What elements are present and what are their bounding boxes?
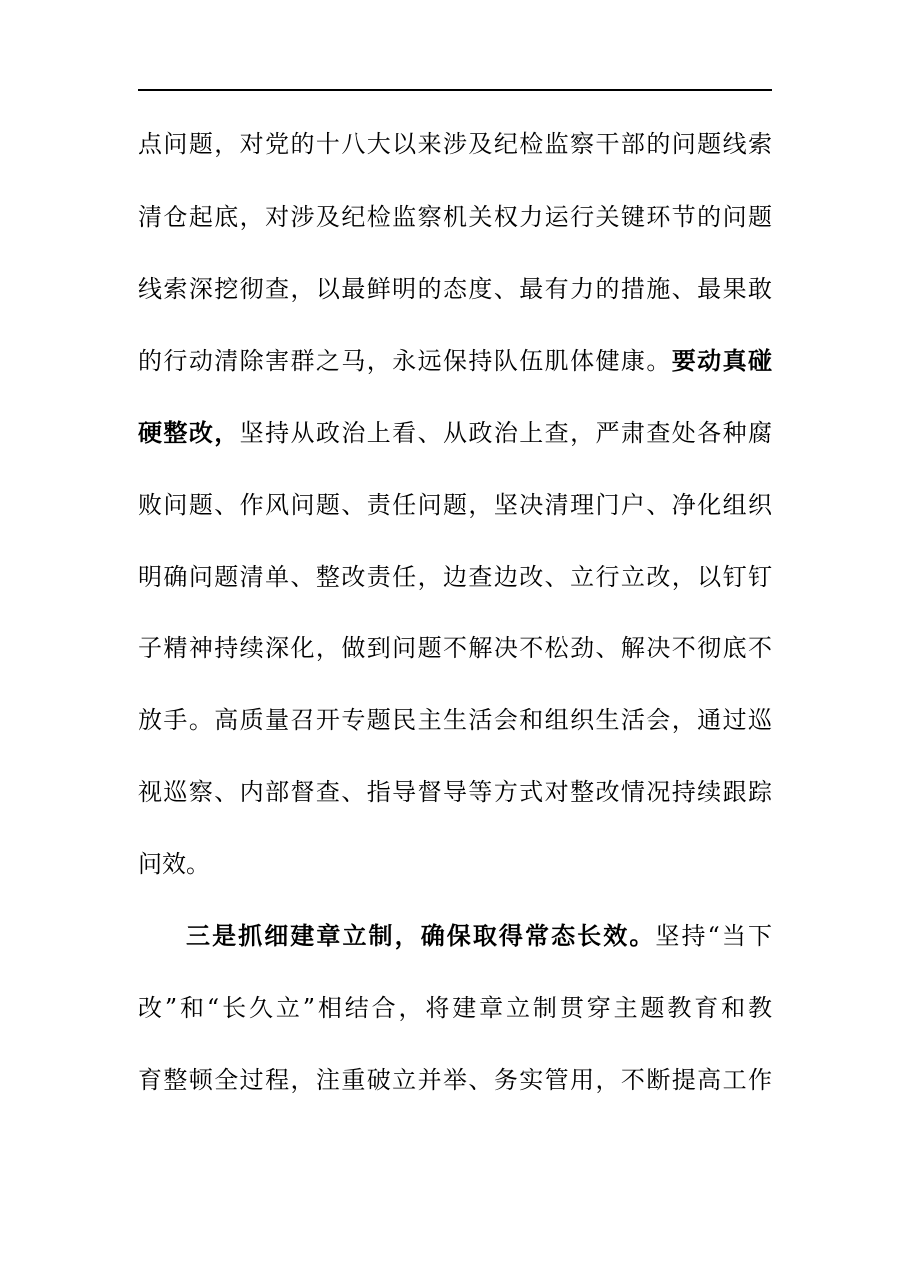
text-line-13 (138, 988, 772, 1028)
line-5-seg-2: 坚持从政治上看、从政治上查，严肃查处各种腐 (239, 419, 772, 447)
line-12-seg-1-bold: 三是抓细建章立制，确保取得常态长效。 (186, 921, 656, 950)
line-11-seg-1: 问效。 (138, 850, 210, 878)
line-6-seg-1: 败问题、作风问题、责任问题，坚决清理门户、净化组织 (138, 491, 772, 519)
line-8-seg-1: 子精神持续深化，做到问题不解决不松劲、解决不彻底不 (138, 634, 772, 662)
header-rule (138, 89, 772, 91)
text-line-2 (138, 197, 772, 237)
line-4-seg-2-bold: 要动真碰 (671, 346, 772, 375)
text-line-10 (138, 772, 772, 812)
line-10-seg-1: 视巡察、内部督查、指导督导等方式对整改情况持续跟踪 (138, 778, 772, 806)
line-7-seg-1: 明确问题清单、整改责任，边查边改、立行立改，以钉钉 (138, 563, 772, 591)
text-line-6 (138, 485, 772, 525)
line-3-seg-1: 线索深挖彻查，以最鲜明的态度、最有力的措施、最果敢 (138, 275, 772, 303)
text-line-11 (138, 844, 772, 884)
text-line-9 (138, 700, 772, 740)
line-4-seg-1: 的行动清除害群之马，永远保持队伍肌体健康。 (138, 347, 672, 375)
text-line-7 (138, 557, 772, 597)
line-9-seg-1: 放手。高质量召开专题民主生活会和组织生活会，通过巡 (138, 706, 772, 734)
line-14-seg-1: 育整顿全过程，注重破立并举、务实管用，不断提高工作 (138, 1066, 772, 1094)
line-2-seg-1: 清仓起底，对涉及纪检监察机关权力运行关键环节的问题 (138, 203, 772, 231)
line-12-seg-2: 坚持“当下 (655, 922, 772, 950)
text-line-4 (138, 341, 772, 381)
text-line-3 (138, 269, 772, 309)
line-1-seg-1: 点问题，对党的十八大以来涉及纪检监察干部的问题线索 (138, 130, 772, 158)
text-line-8 (138, 628, 772, 668)
text-line-1 (138, 124, 772, 164)
line-13-seg-1: 改”和“长久立”相结合，将建章立制贯穿主题教育和教 (138, 994, 772, 1022)
line-5-seg-1-bold: 硬整改， (138, 418, 240, 447)
text-line-14 (138, 1060, 772, 1100)
text-line-5 (138, 413, 772, 453)
text-line-12 (186, 916, 772, 956)
